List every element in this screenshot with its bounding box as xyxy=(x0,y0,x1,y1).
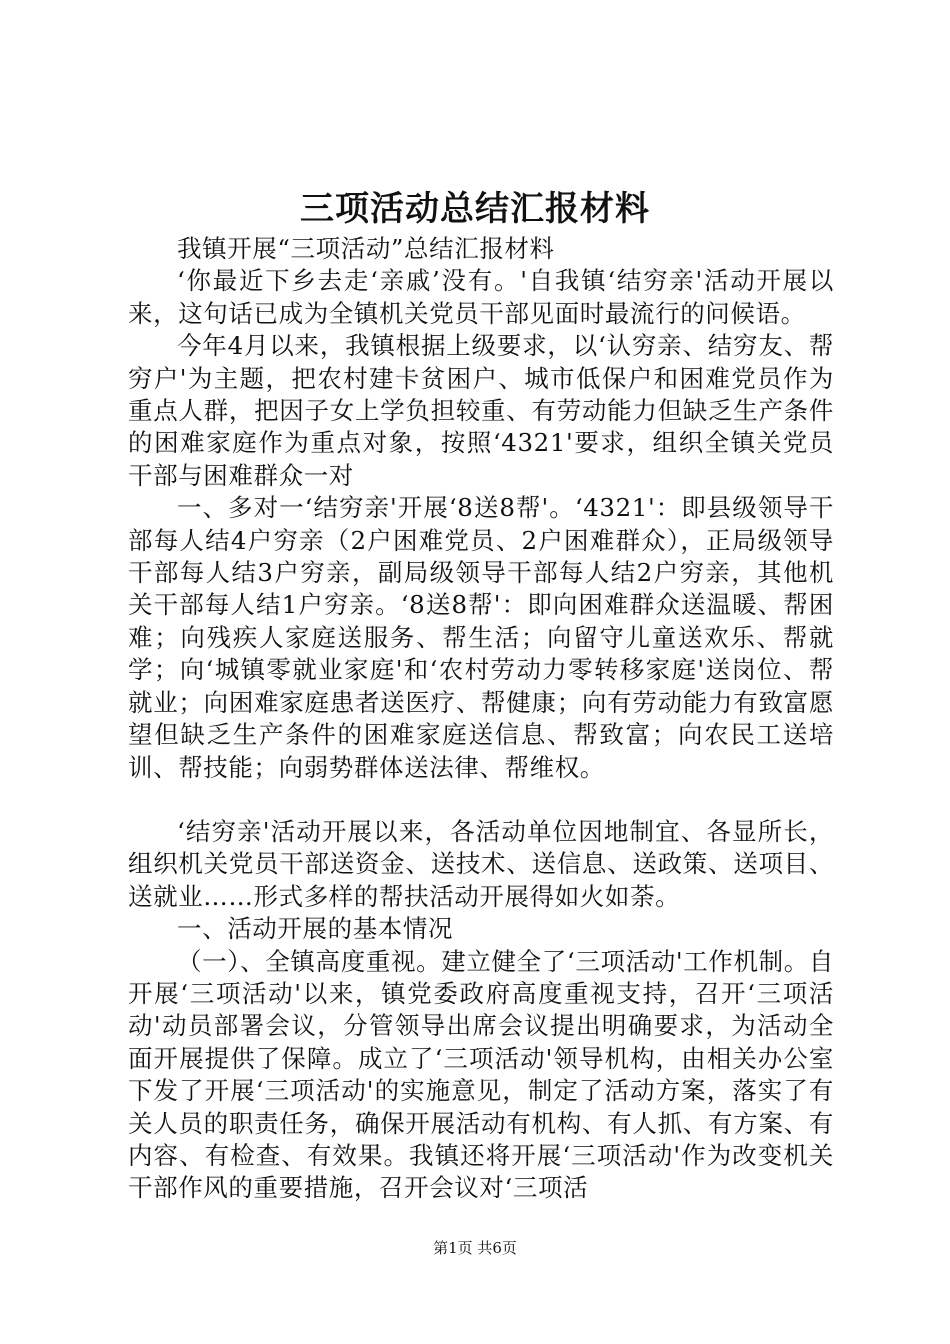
paragraph-town-attention: （一）、全镇高度重视。建立健全了‘三项活动'工作机制。自开展‘三项活动'以来，镇党委政府高度重视支持，召开‘三项活动'动员部署会议，分管领导出席会议提出明确要求，为活动全面开展提供了保障。成立了‘三项活动'领导机构，由相关办公室下发了开展‘三项活动'的实施意见，制定了活动方案，落实了有关人员的职责任务，确保开展活动有机构、有人抓、有方案、有内容、有检查、有效果。我镇还将开展‘三项活动'作为改变机关干部作风的重要措施，召开会议对‘三项活 xyxy=(128,946,834,1203)
page-number-footer: 第1页 共6页 xyxy=(433,1239,517,1257)
paragraph-4321-explanation: 一、多对一‘结穷亲'开展‘8送8帮'。‘4321'：即县级领导干部每人结4户穷亲（2户困难党员、2户困难群众），正局级领导干部每人结3户穷亲，副局级领导干部每人结2户穷亲，其他机关干部每人结1户穷亲。‘8送8帮'：即向困难群众送温暖、帮困难；向残疾人家庭送服务、帮生活；向留守儿童送欢乐、帮就学；向‘城镇零就业家庭'和‘农村劳动力零转移家庭'送岗位、帮就业；向困难家庭患者送医疗、帮健康；向有劳动能力有致富愿望但缺乏生产条件的困难家庭送信息、帮致富；向农民工送培训、帮技能；向弱势群体送法律、帮维权。 xyxy=(128,493,834,782)
document-body xyxy=(128,233,834,1205)
document-title: 三项活动总结汇报材料 xyxy=(300,189,650,229)
paragraph-subtitle: 我镇开展“三项活动”总结汇报材料 xyxy=(177,234,555,263)
paragraph-intro: ‘你最近下乡去走‘亲戚’没有。'自我镇‘结穷亲'活动开展以来，这句话已成为全镇机关党员干部见面时最流行的问候语。 xyxy=(128,266,834,328)
paragraph-background: 今年4月以来，我镇根据上级要求，以‘认穷亲、结穷友、帮穷户'为主题，把农村建卡贫困户、城市低保户和困难党员作为重点人群，把因子女上学负担较重、有劳动能力但缺乏生产条件的困难家庭作为重点对象，按照‘4321'要求，组织全镇关党员干部与困难群众一对 xyxy=(128,331,834,490)
paragraph-activity-summary: ‘结穷亲'活动开展以来，各活动单位因地制宜、各显所长，组织机关党员干部送资金、送技术、送信息、送政策、送项目、送就业……形式多样的帮扶活动开展得如火如荼。 xyxy=(128,816,834,911)
section-heading-basic-situation: 一、活动开展的基本情况 xyxy=(177,914,454,944)
